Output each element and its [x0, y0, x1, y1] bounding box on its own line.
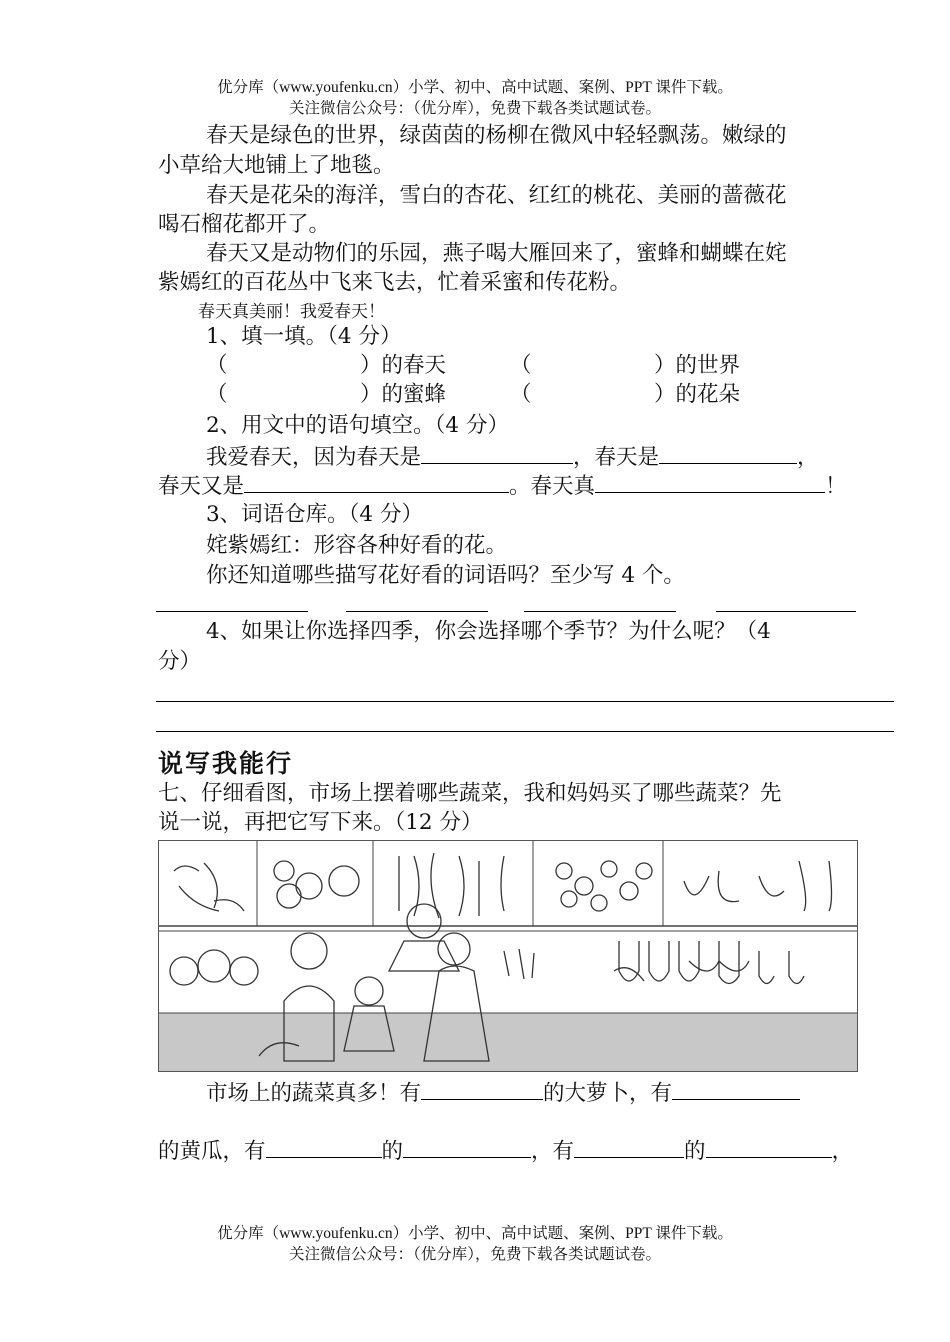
q2-text-2: ，春天是 — [573, 445, 660, 470]
fill-text-3: 的黄瓜，有 — [158, 1139, 266, 1164]
passage-p3a: 春天又是动物们的乐园，燕子喝大雁回来了，蜜蜂和蝴蝶在姹 — [206, 241, 787, 266]
q1-paren-b: （ — [510, 353, 532, 378]
q2-text-3: ， — [797, 445, 819, 470]
fill-text-5: ，有 — [531, 1139, 575, 1164]
q2-row-2 — [158, 470, 847, 501]
q1-paren-c: （ — [206, 382, 228, 407]
q1-paren-a: （ — [206, 353, 228, 378]
header-line-1: 优分库（www.youfenku.cn）小学、初中、高中试题、案例、PPT 课件下载。 — [217, 79, 733, 96]
fill-row-2 — [158, 1135, 853, 1166]
q2-text-5: 。春天真 — [509, 474, 596, 499]
passage-p2b: 喝石榴花都开了。 — [158, 212, 331, 237]
market-illustration — [158, 840, 858, 1072]
q3-title: 3、词语仓库。（4 分） — [206, 502, 423, 527]
footer-line-2: 关注微信公众号：（优分库），免费下载各类试题试卷。 — [288, 1246, 661, 1263]
passage-p1a: 春天是绿色的世界，绿茵茵的杨柳在微风中轻轻飘荡。嫩绿的 — [206, 123, 787, 148]
passage-p3b: 紫嫣红的百花丛中飞来飞去，忙着采蜜和传花粉。 — [158, 270, 632, 295]
fill-blank-4[interactable] — [403, 1135, 531, 1158]
fill-text-1: 市场上的蔬菜真多！有 — [206, 1081, 422, 1106]
fill-text-2: 的大萝卜，有 — [543, 1081, 673, 1106]
q1-paren-d: （ — [510, 382, 532, 407]
q3-blank-3[interactable] — [524, 611, 676, 612]
fill-blank-1[interactable] — [421, 1077, 543, 1100]
q1-title: 1、填一填。（4 分） — [206, 324, 402, 349]
q1-item-d: ）的花朵 — [654, 382, 741, 407]
q4-answer-line-1[interactable] — [156, 701, 894, 702]
q2-blank-1[interactable] — [421, 441, 573, 464]
q7-line-2: 说一说，再把它写下来。（12 分） — [158, 810, 483, 835]
fill-text-7: ， — [831, 1139, 854, 1164]
q4-line-1: 4、如果让你选择四季，你会选择哪个季节？为什么呢？（4 — [206, 619, 771, 644]
q2-text-1: 我爱春天，因为春天是 — [206, 445, 422, 470]
q2-blank-4[interactable] — [595, 470, 825, 493]
fill-blank-6[interactable] — [706, 1135, 832, 1158]
q3-ask: 你还知道哪些描写花好看的词语吗？至少写 4 个。 — [206, 563, 685, 588]
q7-line-1: 七、仔细看图，市场上摆着哪些蔬菜，我和妈妈买了哪些蔬菜？先 — [158, 781, 782, 806]
q2-row-1 — [206, 441, 819, 472]
footer-line-1: 优分库（www.youfenku.cn）小学、初中、高中试题、案例、PPT 课件下载。 — [217, 1225, 733, 1242]
q2-title: 2、用文中的语句填空。（4 分） — [206, 413, 509, 438]
market-drawing — [159, 841, 857, 1071]
fill-text-6: 的 — [684, 1139, 706, 1164]
q2-text-4: 春天又是 — [158, 474, 245, 499]
fill-blank-5[interactable] — [574, 1135, 684, 1158]
section-title: 说写我能行 — [158, 749, 294, 778]
q4-answer-line-2[interactable] — [156, 731, 894, 732]
q1-item-a: ）的春天 — [360, 353, 447, 378]
fill-row-1 — [206, 1077, 800, 1108]
passage-p2a: 春天是花朵的海洋，雪白的杏花、红红的桃花、美丽的蔷薇花 — [206, 183, 787, 208]
q1-item-b: ）的世界 — [654, 353, 741, 378]
fill-blank-3[interactable] — [266, 1135, 382, 1158]
passage-p1b: 小草给大地铺上了地毯。 — [158, 153, 395, 178]
q3-blank-1[interactable] — [156, 611, 308, 612]
q3-blank-2[interactable] — [346, 611, 488, 612]
q3-definition: 姹紫嫣红：形容各种好看的花。 — [206, 533, 508, 558]
q3-blank-4[interactable] — [716, 611, 856, 612]
q2-blank-2[interactable] — [659, 441, 797, 464]
q2-blank-3[interactable] — [244, 470, 509, 493]
fill-text-4: 的 — [381, 1139, 404, 1164]
q2-text-6: ！ — [825, 474, 847, 499]
header-line-2: 关注微信公众号：（优分库），免费下载各类试题试卷。 — [288, 100, 661, 117]
passage-p4: 春天真美丽！我爱春天！ — [198, 302, 385, 322]
q1-item-c: ）的蜜蜂 — [360, 382, 447, 407]
q4-line-2: 分） — [158, 649, 202, 674]
fill-blank-2[interactable] — [672, 1077, 800, 1100]
